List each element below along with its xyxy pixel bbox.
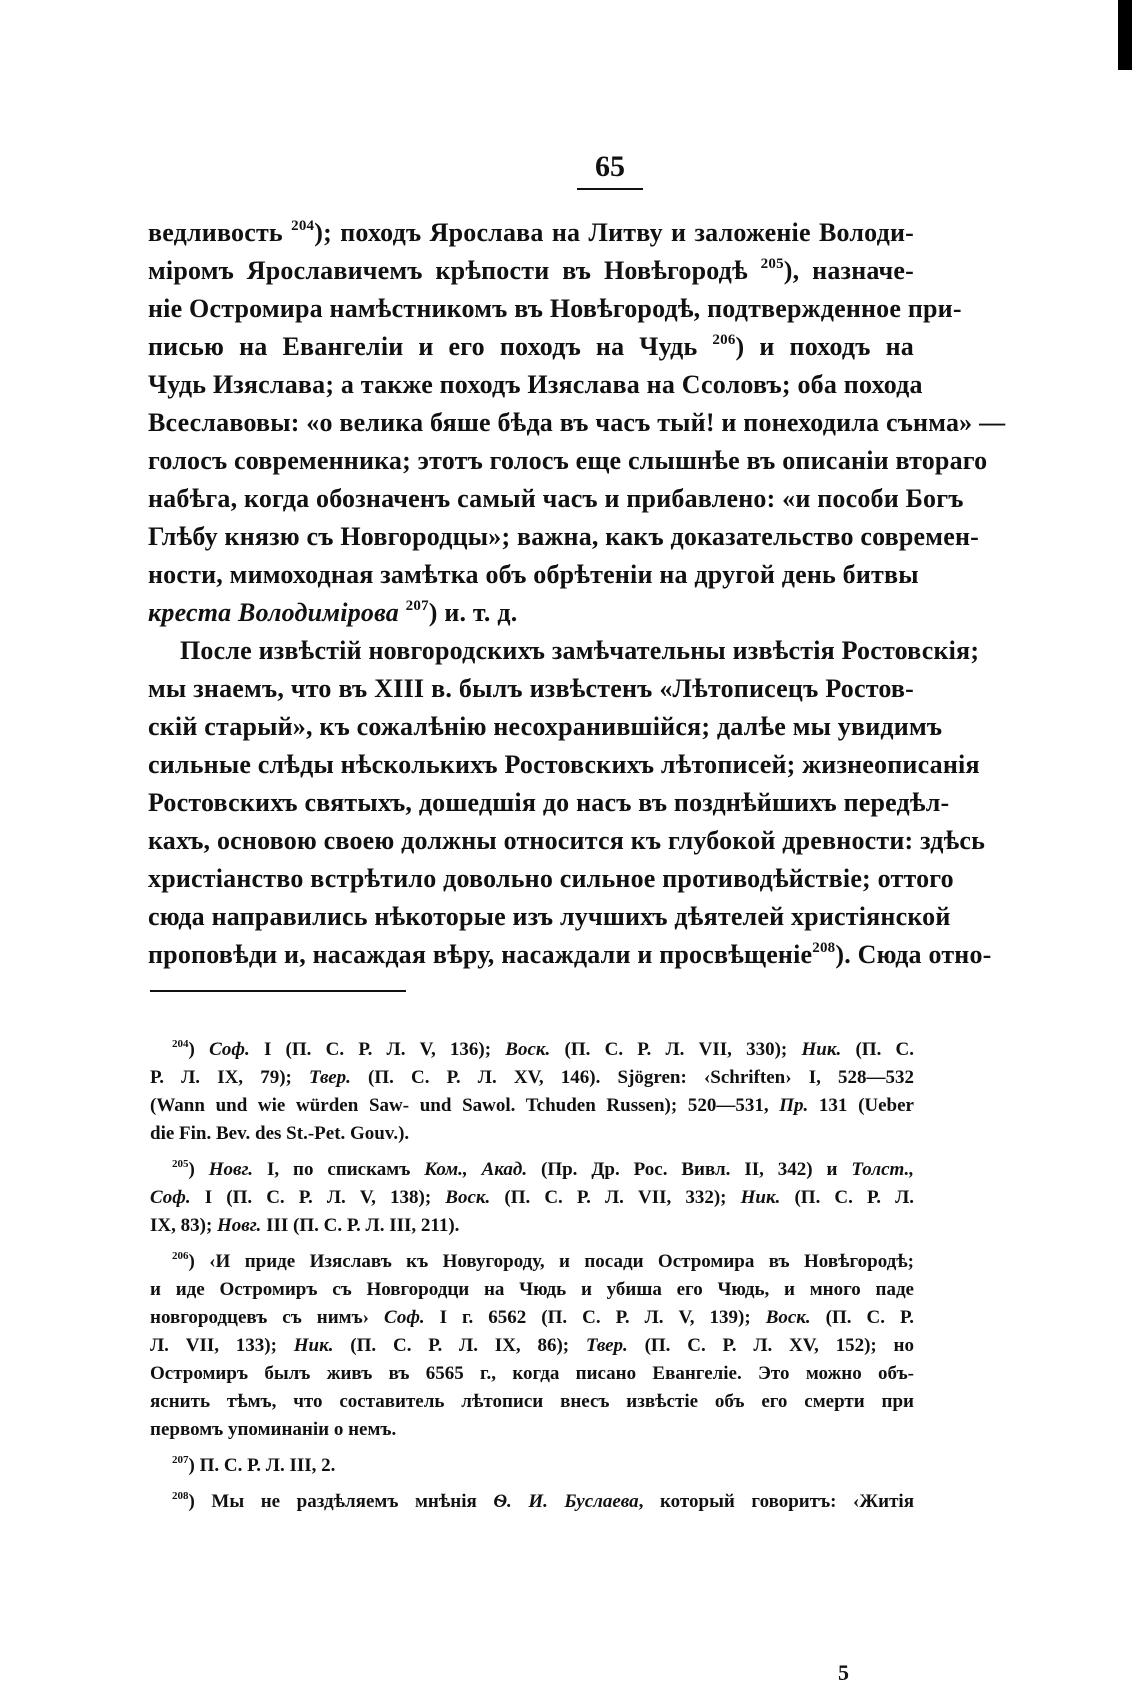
footnote-line: (Wann und wie würden Saw- und Sawol. Tchuden Russen); 520—531, Пр. 131 (Ueber bbox=[150, 1095, 914, 1116]
text-line: Всеславовы: «о велика бяше бѣда въ часъ тый! и понеходила сънма» — bbox=[148, 408, 1006, 437]
footnote-ref: 207 bbox=[405, 598, 429, 614]
text-line: ніе Остромира намѣстникомъ въ Новѣгородѣ, подтвержденное при- bbox=[148, 294, 962, 323]
footnote-line: и иде Остромиръ съ Новгородци на Чюдь и убиша его Чюдь, и много паде bbox=[150, 1279, 914, 1300]
footnote-line: $^{205}$) Новг. I, по спискамъ Ком., Акад. (Пр. Др. Рос. Вивл. II, 342) и Толст., bbox=[172, 1158, 915, 1180]
text-line: ности, мимоходная замѣтка объ обрѣтеніи на другой день битвы bbox=[148, 560, 919, 589]
footnotes bbox=[150, 1036, 914, 1516]
main-text bbox=[148, 214, 1006, 974]
scan-edge-mark bbox=[1118, 0, 1132, 70]
text-line: сюда направились нѣкоторые изъ лучшихъ дѣятелей христіянской bbox=[148, 902, 951, 931]
signature-mark: 5 bbox=[838, 1660, 849, 1685]
text-line: Чудь Изяслава; а также походъ Изяслава на Ссоловъ; оба похода bbox=[148, 370, 923, 399]
footnote-ref: 204 bbox=[291, 218, 315, 234]
text-line: писью на Евангеліи и его походъ на Чудь $^{206}$) и походъ на bbox=[148, 332, 914, 361]
text-line: голосъ современника; этотъ голосъ еще слышнѣе въ описаніи втораго bbox=[148, 446, 988, 475]
footnote-divider bbox=[150, 990, 406, 992]
page-number-text: 65 bbox=[577, 150, 643, 190]
text-line: После извѣстій новгородскихъ замѣчательны извѣстія Ростовскія; bbox=[180, 636, 980, 665]
footnote-line: Л. VII, 133); Ник. (П. С. Р. Л. IX, 86); Твер. (П. С. Р. Л. XV, 152); но bbox=[150, 1335, 914, 1356]
footnote-line: $^{208}$) Мы не раздѣляемъ мнѣнія Ѳ. И. Буслаева, который говоритъ: ‹Житія bbox=[172, 1490, 914, 1512]
footnote-line: die Fin. Bev. des St.-Pet. Gouv.). bbox=[150, 1123, 410, 1144]
text-line: скій старый», къ сожалѣнію несохранившійся; далѣе мы увидимъ bbox=[148, 712, 943, 741]
text-line: креста Володимірова $^{207}$) и. т. д. bbox=[148, 598, 518, 627]
text-line: ведливость $^{204}$); походъ Ярослава на Литву и заложеніе Володи- bbox=[148, 218, 914, 247]
text-line: проповѣди и, насаждая вѣру, насаждали и просвѣщеніе$^{208}$). Сюда отно- bbox=[148, 940, 992, 969]
footnote-ref: 208 bbox=[812, 940, 836, 956]
page-number bbox=[0, 150, 1140, 190]
text-line: кахъ, основою своею должны относится къ глубокой древности: здѣсь bbox=[148, 826, 986, 855]
footnote-line: новгородцевъ съ нимъ› Соф. I г. 6562 (П. С. Р. Л. V, 139); Воск. (П. С. Р. bbox=[150, 1307, 914, 1328]
footnote-ref: 206 bbox=[712, 332, 736, 348]
footnote-line: $^{207}$) П. С. Р. Л. III, 2. bbox=[172, 1454, 336, 1476]
text-line: Глѣбу князю съ Новгородцы»; важна, какъ доказательство современ- bbox=[148, 522, 979, 551]
text-line: набѣга, когда обозначенъ самый часъ и прибавлено: «и пособи Богъ bbox=[148, 484, 964, 513]
text-line: христіанство встрѣтило довольно сильное противодѣйствіе; оттого bbox=[148, 864, 954, 893]
footnote-line: Соф. I (П. С. Р. Л. V, 138); Воск. (П. С. Р. Л. VII, 332); Ник. (П. С. Р. Л. bbox=[150, 1187, 914, 1208]
footnote-line: первомъ упоминаніи о немъ. bbox=[150, 1419, 397, 1440]
footnote-ref: 205 bbox=[760, 256, 784, 272]
text-line: мы знаемъ, что въ XIII в. былъ извѣстенъ «Лѣтописецъ Ростов- bbox=[148, 674, 914, 703]
footnote-line: $^{206}$) ‹И приде Изяславъ къ Новугороду, и посади Остромира въ Новѣгородѣ; bbox=[172, 1250, 914, 1272]
footnote-line: $^{204}$) Соф. I (П. С. Р. Л. V, 136); Воск. (П. С. Р. Л. VII, 330); Ник. (П. С. bbox=[172, 1038, 915, 1060]
footnote-line: яснить тѣмъ, что составитель лѣтописи внесъ извѣстіе объ его смерти при bbox=[150, 1391, 914, 1412]
footnote-line: IX, 83); Новг. III (П. С. Р. Л. III, 211). bbox=[150, 1215, 460, 1236]
footnote-line: Р. Л. IX, 79); Твер. (П. С. Р. Л. XV, 146). Sjögren: ‹Schriften› I, 528—532 bbox=[150, 1067, 914, 1088]
italic-phrase: креста Володимірова bbox=[148, 598, 406, 627]
text-line: Ростовскихъ святыхъ, дошедшія до насъ въ позднѣйшихъ передѣл- bbox=[148, 788, 950, 817]
text-line: сильные слѣды нѣсколькихъ Ростовскихъ лѣтописей; жизнеописанія bbox=[148, 750, 980, 779]
footnote-line: Остромиръ былъ живъ въ 6565 г., когда писано Евангеліе. Это можно объ- bbox=[150, 1363, 914, 1384]
text-line: міромъ Ярославичемъ крѣпости въ Новѣгородѣ $^{205}$), назначе- bbox=[148, 256, 914, 285]
